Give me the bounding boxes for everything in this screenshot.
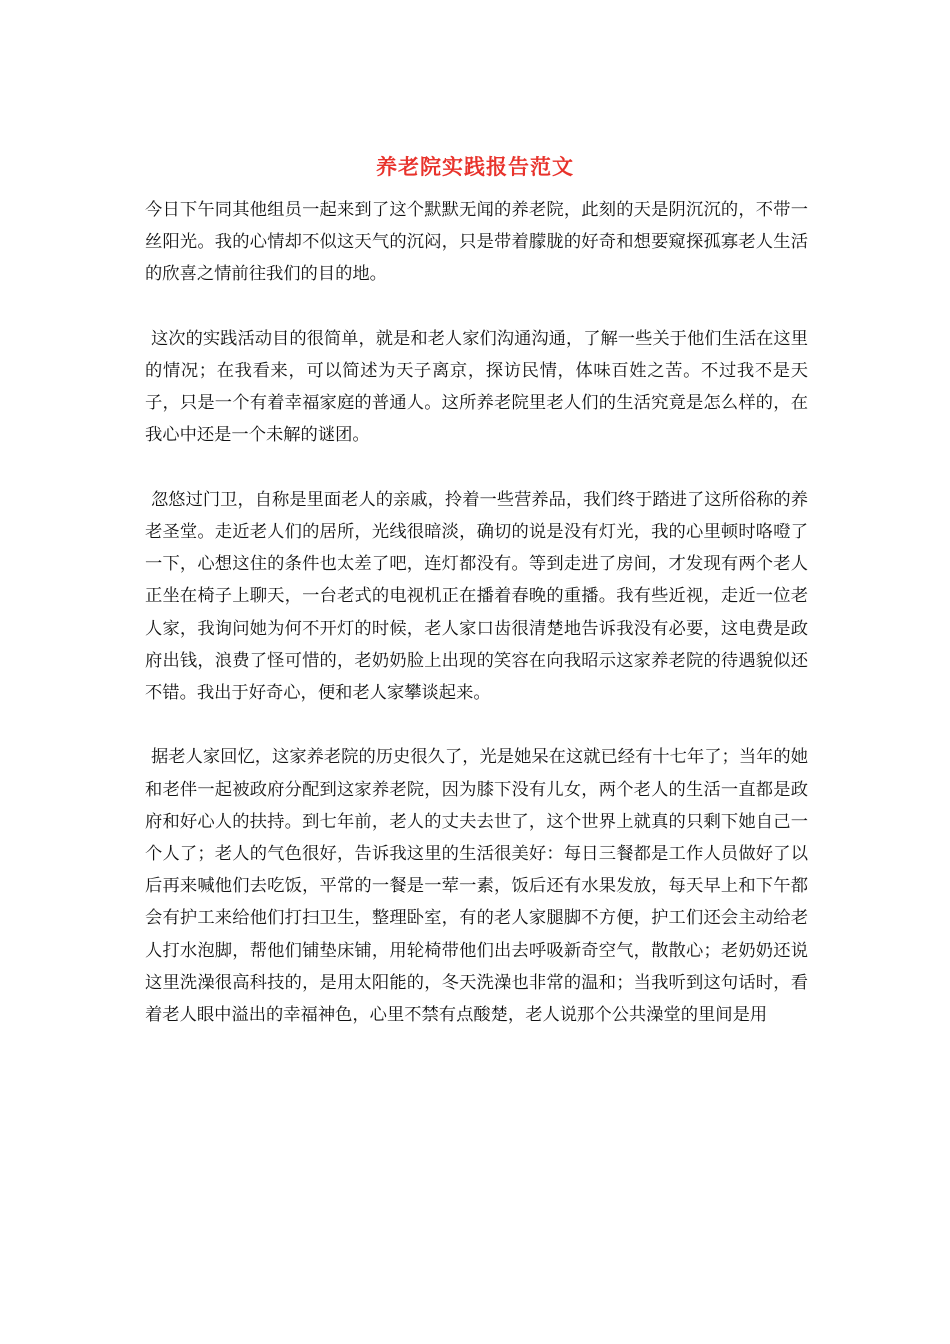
paragraph-1: 今日下午同其他组员一起来到了这个默默无闻的养老院，此刻的天是阴沉沉的，不带一丝阳光。我的心情却不似这天气的沉闷，只是带着朦胧的好奇和想要窥探孤寡老人生活的欣喜之情前往我们的目的地。	[145, 200, 808, 285]
document-title: 养老院实践报告范文	[376, 154, 574, 179]
document-body	[145, 194, 808, 1031]
paragraph-4: 据老人家回忆，这家养老院的历史很久了，光是她呆在这就已经有十七年了；当年的她和老伴一起被政府分配到这家养老院，因为膝下没有儿女，两个老人的生活一直都是政府和好心人的扶持。到七年前，老人的丈夫去世了，这个世界上就真的只剩下她自己一个人了；老人的气色很好，告诉我这里的生活很美好：每日三餐都是工作人员做好了以后再来喊他们去吃饭，平常的一餐是一荤一素，饭后还有水果发放，每天早上和下午都会有护工来给他们打扫卫生，整理卧室，有的老人家腿脚不方便，护工们还会主动给老人打水泡脚，帮他们铺垫床铺，用轮椅带他们出去呼吸新奇空气，散散心；老奶奶还说这里洗澡很高科技的，是用太阳能的，冬天洗澡也非常的温和；当我听到这句话时，看着老人眼中溢出的幸福神色，心里不禁有点酸楚，老人说那个公共澡堂的里间是用	[145, 747, 808, 1026]
paragraph-2: 这次的实践活动目的很简单，就是和老人家们沟通沟通，了解一些关于他们生活在这里的情况；在我看来，可以简述为天子离京，探访民情，体味百姓之苦。不过我不是天子，只是一个有着幸福家庭的普通人。这所养老院里老人们的生活究竟是怎么样的，在我心中还是一个未解的谜团。	[145, 328, 808, 446]
paragraph-3: 忽悠过门卫，自称是里面老人的亲戚，拎着一些营养品，我们终于踏进了这所俗称的养老圣堂。走近老人们的居所，光线很暗淡，确切的说是没有灯光，我的心里顿时咯噔了一下，心想这住的条件也太差了吧，连灯都没有。等到走进了房间，才发现有两个老人正坐在椅子上聊天，一台老式的电视机正在播着春晚的重播。我有些近视，走近一位老人家，我询问她为何不开灯的时候，老人家口齿很清楚地告诉我没有必要，这电费是政府出钱，浪费了怪可惜的，老奶奶脸上出现的笑容在向我昭示这家养老院的待遇貌似还不错。我出于好奇心，便和老人家攀谈起来。	[145, 489, 808, 704]
